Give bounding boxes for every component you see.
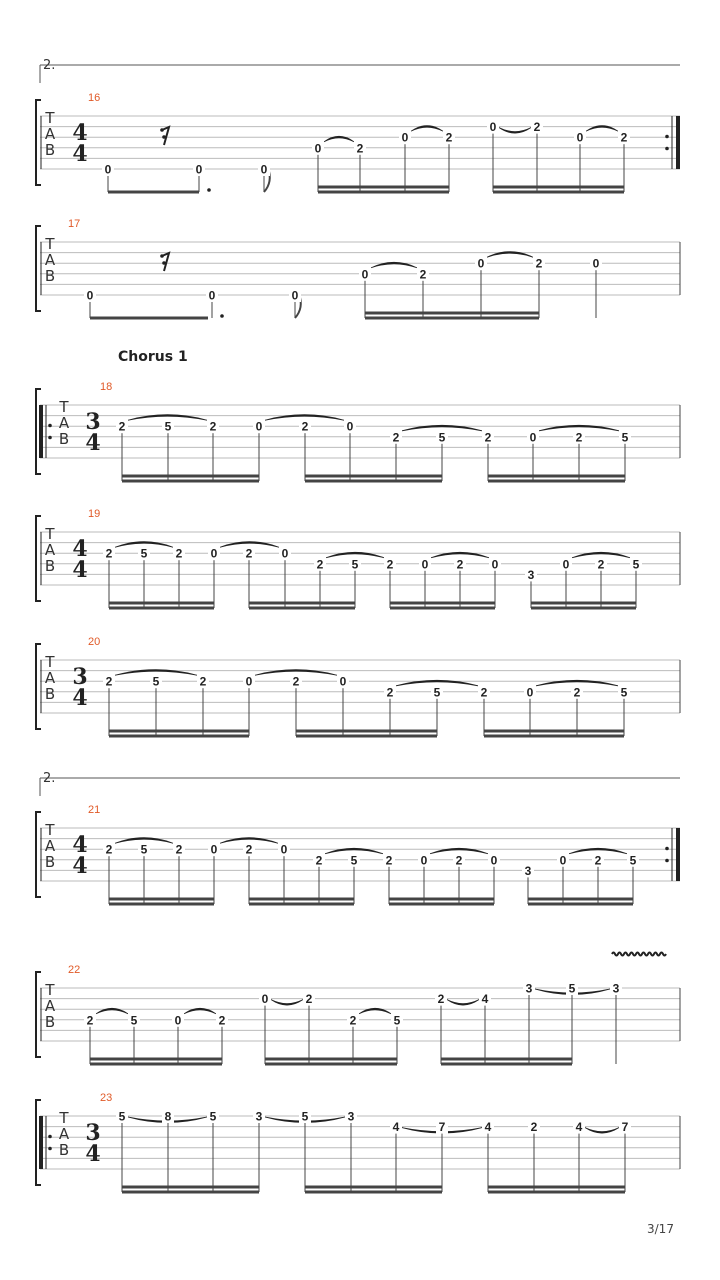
fret-number: 0 — [255, 419, 263, 434]
fret-number: 3 — [347, 1109, 355, 1124]
tab-clef-letter: B — [44, 557, 56, 575]
fret-number: 0 — [245, 674, 253, 689]
fret-number: 0 — [491, 557, 499, 572]
fret-number: 5 — [301, 1109, 309, 1124]
fret-number: 2 — [533, 120, 541, 135]
time-signature-top: 4 — [72, 120, 88, 146]
fret-number: 0 — [592, 256, 600, 271]
fret-number: 0 — [559, 853, 567, 868]
time-signature-bottom: 4 — [72, 853, 88, 879]
fret-number: 5 — [393, 1013, 401, 1028]
system-bracket — [36, 226, 41, 311]
time-signature-top: 4 — [72, 832, 88, 858]
fret-number: 5 — [351, 557, 359, 572]
fret-number: 5 — [568, 981, 576, 996]
fret-number: 2 — [455, 853, 463, 868]
section-title: Chorus 1 — [118, 349, 188, 365]
volta-label: 2. — [43, 58, 56, 73]
repeat-dot — [665, 135, 669, 139]
system-bracket — [36, 100, 41, 185]
tab-clef-letter: T — [45, 821, 55, 839]
repeat-end-thick-bar — [676, 116, 680, 169]
fret-number: 0 — [346, 419, 354, 434]
tab-clef-letter: T — [45, 981, 55, 999]
rest-dot — [162, 135, 166, 139]
fret-number: 5 — [433, 685, 441, 700]
fret-number: 8 — [164, 1109, 172, 1124]
repeat-end-thick-bar — [676, 828, 680, 881]
fret-number: 2 — [386, 557, 394, 572]
volta-label: 2. — [43, 771, 56, 786]
repeat-dot — [48, 436, 52, 440]
fret-number: 2 — [105, 546, 113, 561]
fret-number: 0 — [361, 267, 369, 282]
fret-number: 2 — [105, 842, 113, 857]
fret-number: 2 — [573, 685, 581, 700]
fret-number: 0 — [195, 162, 203, 177]
fret-number: 2 — [386, 685, 394, 700]
fret-number: 3 — [524, 863, 532, 878]
tab-clef-letter: B — [58, 1141, 70, 1159]
rest-dot — [160, 254, 164, 258]
fret-number: 2 — [575, 430, 583, 445]
tie-slur — [271, 1000, 303, 1006]
tab-clef-letter: B — [44, 685, 56, 703]
fret-number: 5 — [152, 674, 160, 689]
fret-number: 2 — [392, 430, 400, 445]
fret-number: 7 — [438, 1120, 446, 1135]
repeat-dot — [665, 859, 669, 863]
fret-number: 2 — [594, 853, 602, 868]
rhythm-dot — [207, 188, 211, 192]
fret-number: 5 — [621, 430, 629, 445]
fret-number: 2 — [349, 1013, 357, 1028]
fret-number: 2 — [356, 141, 364, 156]
fret-number: 0 — [339, 674, 347, 689]
fret-number: 0 — [529, 430, 537, 445]
repeat-dot — [665, 847, 669, 851]
measure-number: 18 — [100, 381, 113, 393]
fret-number: 3 — [255, 1109, 263, 1124]
rest-dot — [162, 261, 166, 265]
fret-number: 2 — [316, 557, 324, 572]
fret-number: 0 — [477, 256, 485, 271]
rest-dot — [160, 128, 164, 132]
fret-number: 2 — [292, 674, 300, 689]
fret-number: 2 — [456, 557, 464, 572]
measure-number: 19 — [88, 508, 101, 520]
fret-number: 2 — [209, 419, 217, 434]
tab-clef-letter: T — [59, 1109, 69, 1127]
fret-number: 0 — [401, 130, 409, 145]
fret-number: 0 — [261, 992, 269, 1007]
fret-number: 3 — [525, 981, 533, 996]
tab-clef-letter: A — [44, 669, 56, 687]
fret-number: 2 — [385, 853, 393, 868]
tab-clef-letter: A — [44, 541, 56, 559]
tab-clef-letter: B — [44, 853, 56, 871]
time-signature-bottom: 4 — [72, 557, 88, 583]
repeat-dot — [48, 1135, 52, 1139]
time-signature-top: 4 — [72, 536, 88, 562]
fret-number: 2 — [597, 557, 605, 572]
repeat-dot — [665, 147, 669, 151]
tab-clef-letter: A — [44, 125, 56, 143]
fret-number: 5 — [629, 853, 637, 868]
repeat-start-thick-bar — [39, 1116, 43, 1169]
fret-number: 4 — [484, 1120, 492, 1135]
fret-number: 5 — [130, 1013, 138, 1028]
fret-number: 2 — [480, 685, 488, 700]
tab-clef-letter: A — [58, 414, 70, 432]
fret-number: 5 — [438, 430, 446, 445]
system-bracket — [36, 812, 41, 897]
fret-number: 5 — [350, 853, 358, 868]
time-signature-bottom: 4 — [85, 1141, 101, 1167]
fret-number: 2 — [105, 674, 113, 689]
fret-number: 0 — [420, 853, 428, 868]
measure-number: 22 — [68, 964, 81, 976]
fret-number: 2 — [445, 130, 453, 145]
fret-number: 5 — [632, 557, 640, 572]
measure-number: 23 — [100, 1092, 113, 1104]
tab-clef-letter: T — [45, 109, 55, 127]
time-signature-bottom: 4 — [72, 141, 88, 167]
fret-number: 2 — [199, 674, 207, 689]
fret-number: 2 — [245, 842, 253, 857]
system-bracket — [36, 516, 41, 601]
fret-number: 0 — [490, 853, 498, 868]
page-number: 3/17 — [647, 1222, 674, 1236]
fret-number: 2 — [175, 842, 183, 857]
tab-clef-letter: A — [44, 251, 56, 269]
repeat-start-thick-bar — [39, 405, 43, 458]
fret-number: 0 — [260, 162, 268, 177]
fret-number: 5 — [209, 1109, 217, 1124]
fret-number: 2 — [86, 1013, 94, 1028]
time-signature-bottom: 4 — [72, 685, 88, 711]
fret-number: 0 — [208, 288, 216, 303]
fret-number: 4 — [575, 1120, 583, 1135]
fret-number: 4 — [392, 1120, 400, 1135]
vibrato-mark — [612, 953, 666, 956]
fret-number: 0 — [421, 557, 429, 572]
fret-number: 2 — [530, 1120, 538, 1135]
fret-number: 0 — [489, 120, 497, 135]
tie-slur — [499, 128, 531, 134]
fret-number: 4 — [481, 992, 489, 1007]
fret-number: 2 — [484, 430, 492, 445]
fret-number: 2 — [305, 992, 313, 1007]
fret-number: 0 — [526, 685, 534, 700]
fret-number: 2 — [245, 546, 253, 561]
fret-number: 0 — [291, 288, 299, 303]
rhythm-dot — [220, 314, 224, 318]
tab-clef-letter: A — [44, 997, 56, 1015]
fret-number: 5 — [118, 1109, 126, 1124]
measure-number: 20 — [88, 636, 101, 648]
fret-number: 5 — [620, 685, 628, 700]
fret-number: 3 — [527, 567, 535, 582]
fret-number: 2 — [437, 992, 445, 1007]
fret-number: 2 — [535, 256, 543, 271]
tab-clef-letter: B — [44, 141, 56, 159]
fret-number: 5 — [164, 419, 172, 434]
time-signature-bottom: 4 — [85, 430, 101, 456]
time-signature-top: 3 — [85, 1120, 101, 1146]
tab-clef-letter: T — [59, 398, 69, 416]
fret-number: 0 — [174, 1013, 182, 1028]
tab-clef-letter: B — [44, 267, 56, 285]
tie-slur — [585, 1128, 619, 1134]
fret-number: 0 — [210, 546, 218, 561]
tie-slur — [447, 1000, 479, 1006]
tab-clef-letter: A — [44, 837, 56, 855]
tab-clef-letter: T — [45, 235, 55, 253]
system-bracket — [36, 972, 41, 1057]
fret-number: 2 — [419, 267, 427, 282]
fret-number: 2 — [620, 130, 628, 145]
tab-clef-letter: B — [58, 430, 70, 448]
fret-number: 0 — [576, 130, 584, 145]
time-signature-top: 3 — [85, 409, 101, 435]
fret-number: 0 — [314, 141, 322, 156]
fret-number: 0 — [280, 842, 288, 857]
fret-number: 0 — [210, 842, 218, 857]
measure-number: 16 — [88, 92, 101, 104]
tab-clef-letter: A — [58, 1125, 70, 1143]
time-signature-top: 3 — [72, 664, 88, 690]
fret-number: 2 — [218, 1013, 226, 1028]
tab-clef-letter: T — [45, 653, 55, 671]
repeat-dot — [48, 1147, 52, 1151]
fret-number: 5 — [140, 842, 148, 857]
tab-clef-letter: T — [45, 525, 55, 543]
fret-number: 0 — [104, 162, 112, 177]
fret-number: 7 — [621, 1120, 629, 1135]
tab-clef-letter: B — [44, 1013, 56, 1031]
measure-number: 21 — [88, 804, 101, 816]
system-bracket — [36, 644, 41, 729]
fret-number: 0 — [281, 546, 289, 561]
fret-number: 0 — [86, 288, 94, 303]
fret-number: 3 — [612, 981, 620, 996]
fret-number: 5 — [140, 546, 148, 561]
fret-number: 2 — [315, 853, 323, 868]
fret-number: 2 — [175, 546, 183, 561]
fret-number: 0 — [562, 557, 570, 572]
fret-number: 2 — [118, 419, 126, 434]
measure-number: 17 — [68, 218, 81, 230]
repeat-dot — [48, 424, 52, 428]
fret-number: 2 — [301, 419, 309, 434]
